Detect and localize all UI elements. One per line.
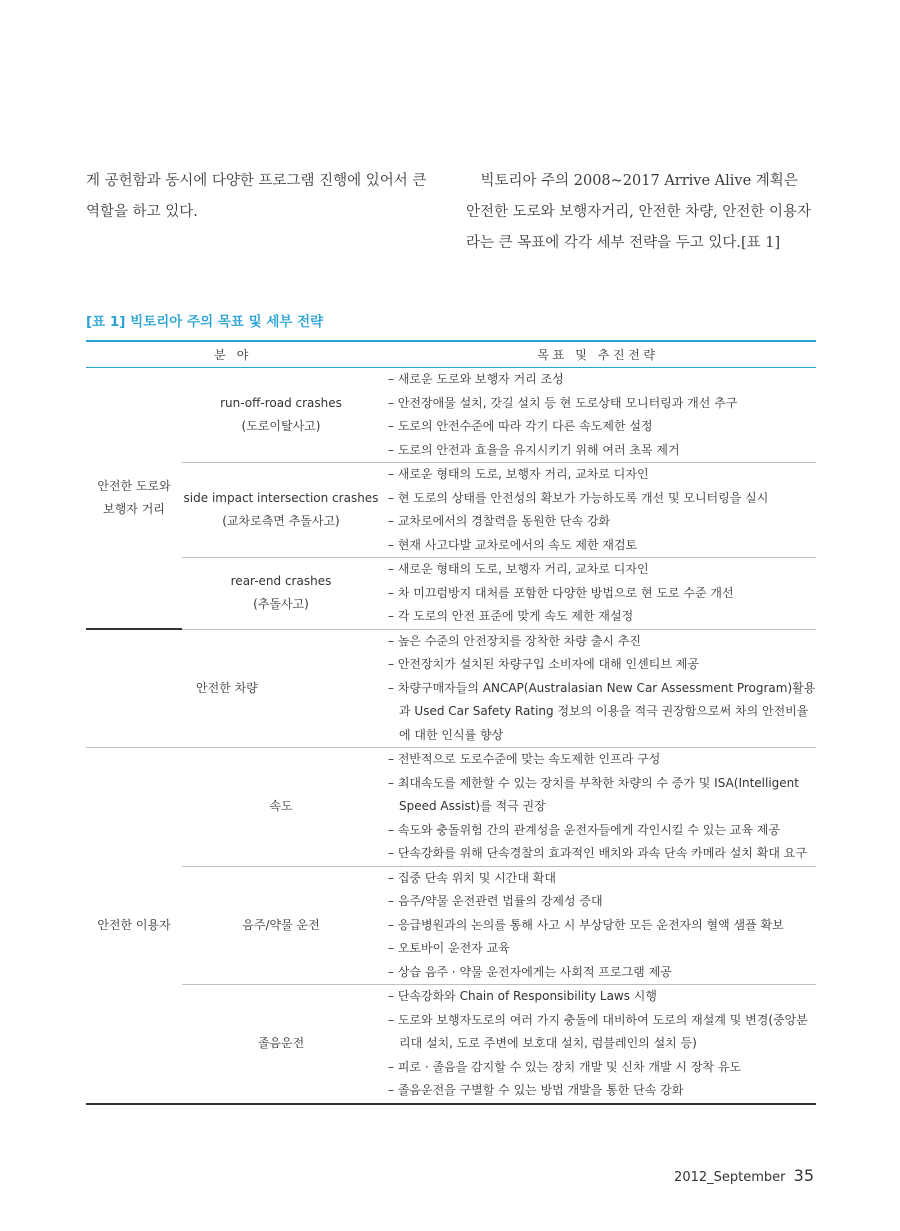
goal-item: – 도로의 안전과 효율을 유지시키기 위해 여러 초목 제거	[388, 442, 680, 457]
header-goals: 목표 및 추진전략	[380, 341, 816, 368]
goal-item: – 전반적으로 도로수준에 맞는 속도제한 인프라 구성	[388, 752, 661, 766]
strategy-table	[86, 340, 816, 1105]
goal-item: – 새로운 도로와 보행자 거리 조성	[388, 372, 564, 386]
goal-item: – 교차로에서의 경찰력을 동원한 단속 강화	[388, 514, 611, 528]
goal-item: – 집중 단속 위치 및 시간대 확대	[388, 870, 556, 885]
category-cell: 안전한 차량	[86, 629, 380, 748]
goal-item: – 단속강화를 위해 단속경찰의 효과적인 배치와 과속 단속 카메라 설치 확대 요구	[388, 846, 807, 860]
table-body	[86, 368, 816, 1104]
goals-cell	[380, 558, 816, 630]
table-row	[86, 368, 816, 463]
subcategory-cell: 속도	[182, 748, 380, 867]
goal-item: – 안전장치가 설치된 차량구입 소비자에 대해 인센티브 제공	[388, 657, 699, 671]
intro-text	[86, 166, 816, 259]
issue-label: 2012_September	[674, 1170, 786, 1185]
category-cell: 안전한 이용자	[86, 748, 182, 1104]
header-field: 분 야	[86, 341, 380, 368]
goal-item: – 현재 사고다발 교차로에서의 속도 제한 재검토	[388, 537, 638, 552]
table-row	[86, 866, 816, 985]
goal-item: – 차량구매자들의 ANCAP(Australasian New Car Assessment Program)활용과 Used Car Safety Rating 정보의 이용을 적극 권장함으로써 차의 안전비율에 대한 인식률 향상	[388, 680, 816, 742]
table-row	[86, 463, 816, 558]
goal-item: – 안전장애물 설치, 갓길 설치 등 현 도로상태 모니터링과 개선 추구	[388, 395, 738, 410]
goal-item: – 도로의 안전수준에 따라 각기 다른 속도제한 설정	[388, 419, 653, 433]
goal-item: – 최대속도를 제한할 수 있는 장치를 부착한 차량의 수 증가 및 ISA(Intelligent Speed Assist)를 적극 권장	[388, 775, 799, 813]
goal-item: – 차 미끄럼방지 대처를 포함한 다양한 방법으로 현 도로 수준 개선	[388, 585, 734, 600]
table-row	[86, 629, 816, 748]
goal-item: – 상습 음주 · 약물 운전자에게는 사회적 프로그램 제공	[388, 964, 672, 979]
goal-item: – 오토바이 운전자 교육	[388, 941, 510, 955]
goal-item: – 단속강화와 Chain of Responsibility Laws 시행	[388, 989, 657, 1003]
category-cell: 안전한 도로와 보행자 거리	[86, 368, 182, 630]
intro-left-paragraph: 게 공헌함과 동시에 다양한 프로그램 진행에 있어서 큰 역할을 하고 있다.	[86, 173, 427, 220]
goals-cell	[380, 368, 816, 463]
subcategory-cell: rear-end crashes (추돌사고)	[182, 558, 380, 630]
goal-item: – 새로운 형태의 도로, 보행자 거리, 교차로 디자인	[388, 467, 649, 481]
goals-cell	[380, 748, 816, 867]
intro-right-paragraph: 빅토리아 주의 2008~2017 Arrive Alive 계획은 안전한 도로와 보행자거리, 안전한 차량, 안전한 이용자라는 큰 목표에 각각 세부 전략을 두고 있다.[표 1]	[466, 173, 812, 251]
subcategory-cell: 음주/약물 운전	[182, 866, 380, 985]
table-caption: [표 1] 빅토리아 주의 목표 및 세부 전략	[86, 314, 324, 330]
goals-cell	[380, 985, 816, 1104]
goal-item: – 도로와 보행자도로의 여러 가지 충돌에 대비하여 도로의 재설계 및 변경(중앙분리대 설치, 도로 주변에 보호대 설치, 럼블레인의 설치 등)	[388, 1012, 808, 1050]
subcategory-cell: run-off-road crashes (도로이탈사고)	[220, 395, 342, 433]
goal-item: – 음주/약물 운전관련 법률의 강제성 증대	[388, 894, 603, 908]
goal-item: – 속도와 충돌위험 간의 관계성을 운전자들에게 각인시킬 수 있는 교육 제공	[388, 822, 780, 837]
goal-item: – 응급병원과의 논의를 통해 사고 시 부상당한 모든 운전자의 혈액 샘플 확보	[388, 917, 784, 932]
goal-item: – 졸음운전을 구별할 수 있는 방법 개발을 통한 단속 강화	[388, 1083, 684, 1097]
table-header-row	[86, 341, 816, 368]
page-footer	[674, 1166, 814, 1185]
goal-item: – 현 도로의 상태를 안전성의 확보가 가능하도록 개선 및 모니터링을 실시	[388, 490, 769, 505]
goals-cell	[380, 866, 816, 985]
page-number: 35	[793, 1166, 814, 1185]
goals-cell	[380, 463, 816, 558]
table-row	[86, 748, 816, 867]
goal-item: – 새로운 형태의 도로, 보행자 거리, 교차로 디자인	[388, 562, 649, 576]
subcategory-cell: side impact intersection crashes (교차로측면 추돌사고)	[182, 463, 380, 558]
goals-cell	[380, 629, 816, 748]
goal-item: – 높은 수준의 안전장치를 장착한 차량 출시 추진	[388, 633, 641, 648]
goal-item: – 각 도로의 안전 표준에 맞게 속도 제한 재설정	[388, 609, 634, 623]
goal-item: – 피로 · 졸음을 감지할 수 있는 장치 개발 및 신차 개발 시 장착 유도	[388, 1059, 742, 1074]
table-row	[86, 985, 816, 1104]
table-row	[86, 558, 816, 630]
subcategory-cell: 졸음운전	[182, 985, 380, 1104]
